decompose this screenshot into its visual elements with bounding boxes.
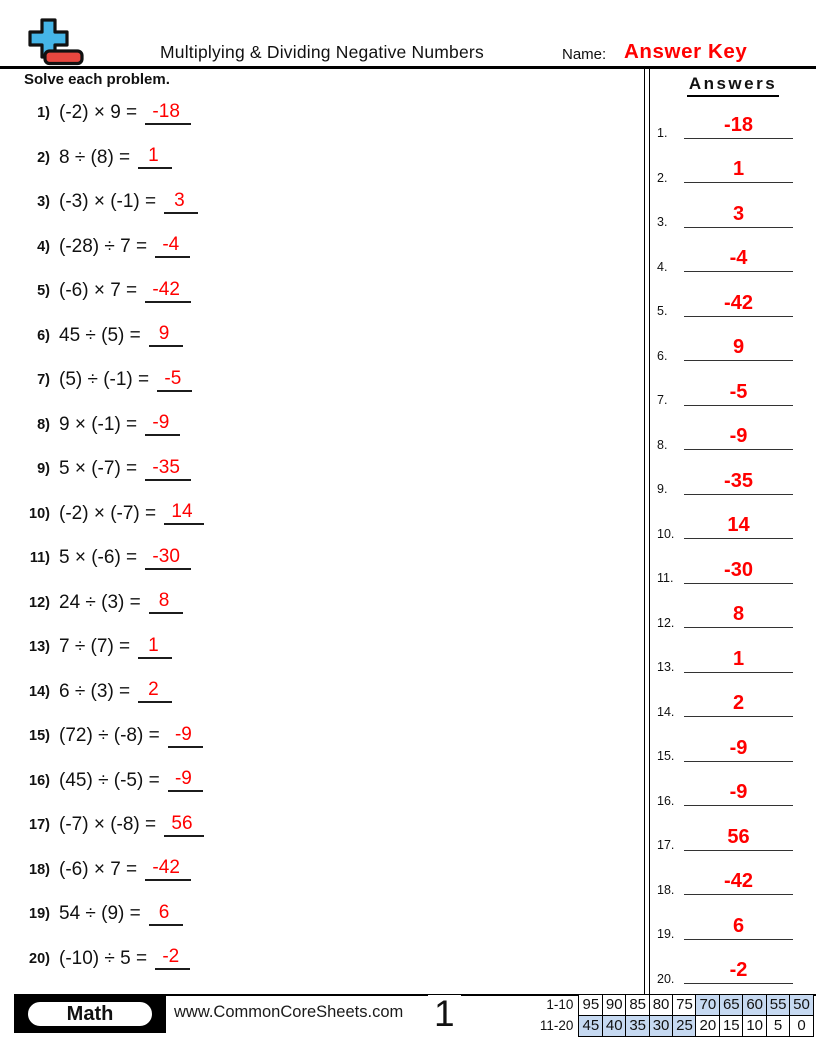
score-cell: 70: [695, 994, 720, 1017]
problem-answer-blank: 6: [149, 903, 183, 926]
answer-line: [684, 382, 793, 406]
score-cell: 45: [578, 1015, 603, 1038]
problem-number: 11): [29, 550, 50, 567]
problem-row: [0, 625, 640, 670]
answer-number: 17.: [657, 838, 675, 852]
answer-line: [684, 248, 793, 272]
answer-row: [650, 323, 806, 368]
answer-line: [684, 293, 793, 317]
problem-answer-blank: -18: [145, 102, 190, 125]
score-cell: 85: [625, 994, 650, 1017]
problem-expression: (-6) × 7 =: [59, 858, 143, 880]
problem-answer-blank: 56: [164, 814, 203, 837]
answer-line: [684, 560, 793, 584]
answer-line: [684, 159, 793, 183]
problem-number: 10): [29, 505, 50, 522]
problem-answer-blank: 2: [138, 680, 172, 703]
answer-row: [650, 545, 806, 590]
problem-row: [0, 536, 640, 581]
problem-row: [0, 492, 640, 537]
problem-expression: 54 ÷ (9) =: [59, 903, 146, 925]
problem-number: 13): [29, 639, 50, 656]
problem-row: [0, 314, 640, 359]
answer-number: 18.: [657, 882, 675, 897]
problem-expression: (45) ÷ (-5) =: [59, 769, 165, 791]
answer-number: 15.: [657, 749, 675, 763]
problem-answer-blank: -9: [168, 769, 203, 792]
problem-answer-blank: -2: [155, 947, 190, 970]
problem-answer-blank: 1: [138, 636, 172, 659]
problem-expression: (72) ÷ (-8) =: [59, 725, 165, 747]
page-number: 1: [428, 995, 461, 1032]
problem-row: [0, 581, 640, 626]
answer-value: -35: [724, 469, 753, 492]
answer-number: 11.: [657, 571, 674, 585]
problem-number: 20): [29, 950, 50, 967]
answer-number: 19.: [657, 927, 675, 941]
answer-line: [684, 960, 793, 984]
problem-answer-blank: 14: [164, 502, 203, 525]
problem-number: 8): [37, 416, 50, 433]
problem-expression: 24 ÷ (3) =: [59, 591, 146, 613]
problem-row: [0, 848, 640, 893]
problem-row: [0, 358, 640, 403]
score-cell: 65: [719, 994, 744, 1017]
answer-line: [684, 204, 793, 228]
answer-value: -42: [724, 291, 753, 314]
score-cell: 90: [602, 994, 627, 1017]
answer-value: -9: [729, 425, 748, 447]
problem-number: 4): [37, 238, 50, 255]
answer-number: 3.: [657, 215, 668, 229]
answer-value: 14: [727, 514, 750, 536]
answer-row: [650, 812, 806, 857]
problem-number: 16): [29, 772, 50, 789]
instructions: Solve each problem.: [24, 71, 170, 88]
answer-line: [684, 115, 793, 139]
answer-value: -9: [729, 781, 748, 803]
problem-answer-blank: -30: [145, 547, 190, 570]
problem-number: 7): [37, 372, 50, 389]
answer-line: [684, 782, 793, 806]
answer-number: 12.: [657, 615, 675, 630]
answer-number: 8.: [657, 437, 668, 452]
problem-number: 17): [29, 817, 50, 834]
problem-expression: 7 ÷ (7) =: [59, 636, 136, 658]
answer-row: [650, 278, 806, 323]
answer-number: 5.: [657, 304, 668, 318]
answer-row: [650, 100, 806, 145]
problem-answer-blank: -9: [168, 725, 203, 748]
score-cell: 15: [719, 1015, 744, 1038]
subject-label: Math: [66, 1002, 114, 1025]
problem-row: [0, 403, 640, 448]
answer-number: 9.: [657, 482, 668, 496]
problem-number: 14): [29, 683, 50, 700]
score-cell: 95: [578, 994, 603, 1017]
answer-row: [650, 723, 806, 768]
answer-line: [684, 649, 793, 673]
problem-number: 15): [29, 728, 50, 745]
answer-number: 20.: [657, 971, 675, 986]
problem-expression: (-3) × (-1) =: [59, 191, 162, 213]
problem-expression: (-6) × 7 =: [59, 280, 143, 302]
name-label: Name:: [562, 46, 607, 63]
answer-line: [684, 827, 793, 851]
problem-number: 19): [29, 906, 50, 923]
problem-answer-blank: 8: [149, 591, 183, 614]
problem-expression: 6 ÷ (3) =: [59, 680, 136, 702]
problem-number: 2): [37, 149, 50, 166]
problem-expression: (-2) × (-7) =: [59, 502, 162, 524]
score-table: [536, 994, 814, 1037]
answer-number: 1.: [657, 126, 668, 140]
problem-answer-blank: -5: [157, 369, 192, 392]
answer-row: [650, 367, 806, 412]
answer-value: -2: [729, 959, 748, 981]
answer-row: [650, 857, 806, 902]
answer-value: 9: [732, 336, 745, 358]
answer-value: -18: [724, 113, 753, 136]
problem-expression: (-7) × (-8) =: [59, 814, 162, 836]
problem-number: 1): [37, 105, 50, 122]
problem-row: [0, 136, 640, 181]
problem-expression: (-2) × 9 =: [59, 102, 143, 124]
answer-number: 13.: [657, 660, 675, 674]
page-title: Multiplying & Dividing Negative Numbers: [160, 42, 484, 62]
answer-value: 2: [732, 692, 745, 714]
problem-number: 9): [37, 461, 50, 478]
answer-value: -30: [724, 558, 753, 581]
score-cell: 35: [625, 1015, 650, 1038]
problem-answer-blank: 1: [138, 146, 172, 169]
answer-line: [684, 426, 793, 450]
answer-line: [684, 738, 793, 762]
problem-row: [0, 225, 640, 270]
answer-value: -5: [729, 380, 748, 403]
problem-expression: 9 × (-1) =: [59, 413, 143, 435]
score-cell: 40: [602, 1015, 627, 1038]
score-cell: 80: [649, 994, 674, 1017]
answer-number: 6.: [657, 348, 668, 363]
subject-badge: [14, 995, 166, 1033]
problem-row: [0, 803, 640, 848]
answer-row: [650, 456, 806, 501]
problem-number: 12): [29, 594, 50, 611]
problem-expression: (-28) ÷ 7 =: [59, 235, 153, 257]
score-cell: 50: [789, 994, 814, 1017]
answer-number: 14.: [657, 704, 675, 719]
answer-line: [684, 604, 793, 628]
score-cell: 55: [766, 994, 791, 1017]
problem-answer-blank: -4: [155, 235, 190, 258]
answer-line: [684, 693, 793, 717]
answer-number: 7.: [657, 393, 668, 407]
problem-expression: 8 ÷ (8) =: [59, 146, 136, 168]
answer-value: 1: [732, 647, 745, 670]
answer-value: 8: [732, 603, 745, 625]
answer-row: [650, 145, 806, 190]
score-cell: 10: [742, 1015, 767, 1038]
score-cell: 20: [695, 1015, 720, 1038]
answer-line: [684, 871, 793, 895]
problem-row: [0, 91, 640, 136]
problem-answer-blank: -9: [145, 413, 180, 436]
answer-row: [650, 901, 806, 946]
answer-row: [650, 634, 806, 679]
problem-row: [0, 892, 640, 937]
answer-line: [684, 916, 793, 940]
answer-row: [650, 189, 806, 234]
score-cell: 30: [649, 1015, 674, 1038]
score-row-label: 11-20: [539, 1017, 574, 1033]
plus-minus-icon: [24, 14, 84, 68]
score-cell: 25: [672, 1015, 697, 1038]
problem-answer-blank: 3: [164, 191, 198, 214]
problem-expression: 45 ÷ (5) =: [59, 324, 146, 346]
problem-number: 18): [29, 861, 50, 878]
answers-panel: [650, 69, 806, 990]
answer-line: [684, 471, 793, 495]
answer-number: 10.: [657, 526, 675, 541]
problem-row: [0, 937, 640, 982]
problem-answer-blank: -42: [145, 280, 190, 303]
answer-key-text: Answer Key: [624, 40, 748, 63]
problem-number: 5): [37, 283, 50, 300]
score-row-1-10: [536, 994, 814, 1017]
problem-row: [0, 714, 640, 759]
answer-number: 4.: [657, 259, 668, 274]
problem-expression: 5 × (-7) =: [59, 458, 143, 480]
problem-expression: (-10) ÷ 5 =: [59, 947, 153, 969]
subject-pill: [26, 1000, 154, 1028]
answer-row: [650, 679, 806, 724]
score-cell: 5: [766, 1015, 791, 1038]
answer-row: [650, 234, 806, 279]
problem-answer-blank: -35: [145, 458, 190, 481]
problem-answer-blank: 9: [149, 324, 183, 347]
score-row-label: 1-10: [546, 997, 574, 1012]
problem-expression: 5 × (-6) =: [59, 547, 143, 569]
answer-value: 1: [732, 158, 745, 180]
answer-row: [650, 946, 806, 991]
problems-list: [0, 69, 640, 981]
answer-value: -4: [729, 247, 748, 269]
problem-row: [0, 269, 640, 314]
answer-row: [650, 768, 806, 813]
answer-row: [650, 501, 806, 546]
answer-line: [684, 337, 793, 361]
answer-row: [650, 590, 806, 635]
answers-title: Answers: [687, 74, 779, 97]
problem-expression: (5) ÷ (-1) =: [59, 369, 155, 391]
answer-number: 2.: [657, 170, 668, 185]
score-row-11-20: [536, 1015, 814, 1038]
answer-row: [650, 412, 806, 457]
answer-number: 16.: [657, 793, 675, 808]
score-cell: 60: [742, 994, 767, 1017]
answers-title-wrap: [650, 69, 806, 100]
problem-number: 6): [37, 327, 50, 344]
problem-row: [0, 670, 640, 715]
problem-row: [0, 759, 640, 804]
answer-value: 3: [732, 202, 745, 225]
problem-row: [0, 447, 640, 492]
answer-line: [684, 515, 793, 539]
answer-value: 56: [727, 825, 750, 848]
problem-answer-blank: -42: [145, 858, 190, 881]
answer-value: 6: [732, 914, 745, 937]
problem-row: [0, 180, 640, 225]
score-cell: 75: [672, 994, 697, 1017]
problem-number: 3): [37, 194, 50, 211]
score-cell: 0: [789, 1015, 814, 1038]
answer-value: -9: [729, 736, 748, 759]
answer-value: -42: [724, 870, 753, 892]
website-text: www.CommonCoreSheets.com: [174, 1003, 404, 1021]
